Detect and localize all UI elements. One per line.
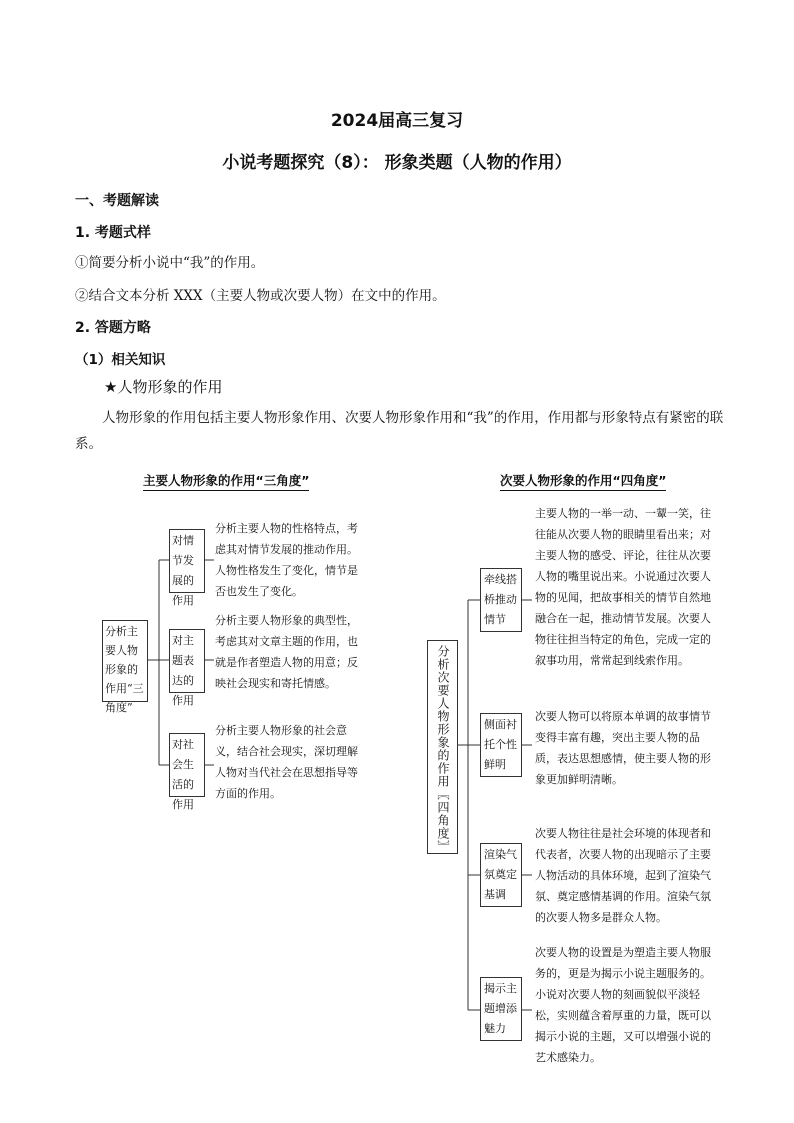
left-chart-title: 主要人物形象的作用“三角度” — [143, 471, 309, 491]
left-root-node: 分析主要人物形象的作用“三角度” — [102, 620, 148, 702]
right-chart-title: 次要人物形象的作用“四角度” — [500, 471, 666, 491]
left-branch-desc: 分析主要人物形象的典型性，考虑其对文章主题的作用，也就是作者塑造人物的用意；反映社会现实和寄托情感。 — [215, 614, 358, 690]
right-branch-node: 侧面衬托个性鲜明 — [480, 713, 522, 777]
right-root-node: 分析次要人物形象的作用〖四角度〗 — [427, 640, 458, 854]
section-heading: 一、考题解读 — [75, 193, 159, 209]
intro-paragraph: 人物形象的作用包括主要人物形象作用、次要人物形象作用和“我”的作用，作用都与形象特点有紧密的联系。 — [75, 410, 724, 452]
left-branch-node: 对社会生活的作用 — [169, 733, 205, 797]
right-branch-node: 揭示主题增添魅力 — [480, 977, 522, 1041]
right-branch-desc: 次要人物可以将原本单调的故事情节变得丰富有趣，突出主要人物的品质，表达思想感情，使主要人物的形象更加鲜明清晰。 — [535, 710, 711, 786]
question-item: ①简要分析小说中“我”的作用。 — [75, 255, 265, 271]
page-title: 2024届高三复习 — [330, 111, 464, 131]
page-subtitle: 小说考题探究（8）： 形象类题（人物的作用） — [222, 153, 572, 173]
right-branch-node: 牵线搭桥推动情节 — [480, 568, 522, 632]
question-item: ②结合文本分析 XXX（主要人物或次要人物）在文中的作用。 — [75, 288, 446, 304]
part-heading: （1）相关知识 — [75, 352, 166, 368]
subsection-heading: 1. 考题式样 — [75, 225, 151, 241]
left-branch-desc: 分析主要人物的性格特点，考虑其对情节发展的推动作用。人物性格发生了变化，情节是否也发生了变化。 — [215, 522, 358, 598]
right-branch-desc: 次要人物往往是社会环境的体现者和代表者，次要人物的出现暗示了主要人物活动的具体环境，起到了渲染气氛、奠定感情基调的作用。渲染气氛的次要人物多是群众人物。 — [535, 827, 711, 924]
left-branch-node: 对情节发展的作用 — [169, 529, 205, 593]
left-branch-desc: 分析主要人物形象的社会意义，结合社会现实，深切理解人物对当代社会在思想指导等方面的作用。 — [215, 724, 358, 800]
right-branch-desc: 次要人物的设置是为塑造主要人物服务的，更是为揭示小说主题服务的。小说对次要人物的刻画貌似平淡轻松，实则蕴含着厚重的力量，既可以揭示小说的主题，又可以增强小说的艺术感染力。 — [535, 946, 711, 1064]
right-branch-node: 渲染气氛奠定基调 — [480, 843, 522, 907]
left-branch-node: 对主题表达的作用 — [169, 629, 205, 693]
subsection-heading: 2. 答题方略 — [75, 320, 151, 336]
star-title: ★人物形象的作用 — [104, 378, 223, 396]
right-branch-desc: 主要人物的一举一动、一颦一笑，往往能从次要人物的眼睛里看出来；对主要人物的感受、评论，往往从次要人物的嘴里说出来。小说通过次要人物的见闻，把故事相关的情节自然地融合在一起，推动情节发展。次要人物往往担当特定的角色，完成一定的叙事功用，常常起到线索作用。 — [535, 507, 711, 667]
